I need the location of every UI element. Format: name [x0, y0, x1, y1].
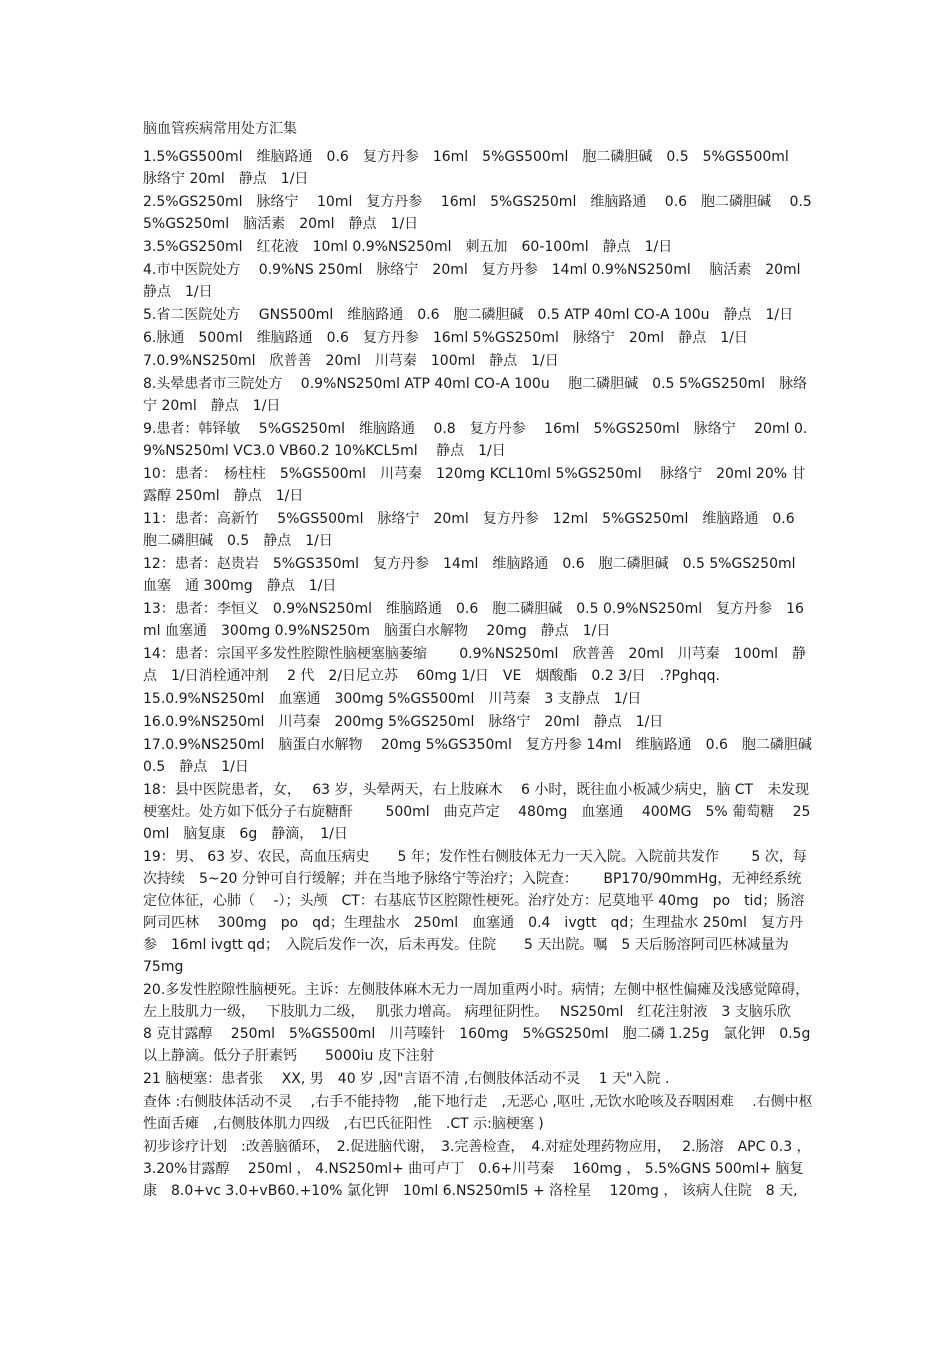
case-paragraph: 查体 :右侧肢体活动不灵 ,右手不能持物 ,能下地行走 ,无恶心 ,呕吐 ,无饮水呛咳及吞咽困难 .右侧中枢性面舌瘫 ,右侧肢体肌力四级 ,右巴氏征阳性 .CT 示:脑梗塞 ) [143, 1094, 813, 1132]
prescription-paragraph: 10：患者： 杨柱柱 5%GS500ml 川芎秦 120mg KCL10ml 5%GS250ml 脉络宁 20ml 20% 甘露醇 250ml 静点 1/日 [143, 466, 806, 504]
case-paragraph: 初步诊疗计划 :改善脑循环， 2.促进脑代谢， 3.完善检查， 4.对症处理药物应用， 2.肠溶 APC 0.3 ， 3.20%甘露醇 250ml ， 4.NS250ml+ 曲可卢丁 0.6+川芎秦 160mg ， 5.5%GNS 500ml+ 脑复康 8.0+vc 3.0+vB60.+10% 氯化钾 10ml 6.NS250ml5 + 洛栓星 120mg ， 该病人住院 8 天, [143, 1139, 816, 1199]
prescription-paragraph: 1.5%GS500ml 维脑路通 0.6 复方丹参 16ml 5%GS500ml 胞二磷胆碱 0.5 5%GS500ml 脉络宁 20ml 静点 1/日 [143, 149, 803, 187]
case-paragraph: 19：男、 63 岁、农民，高血压病史 5 年；发作性右侧肢体无力一天入院。入院前共发作 5 次，每次持续 5~20 分钟可自行缓解；并在当地予脉络宁等治疗；入院查： BP170/90mmHg，无神经系统定位体征，心肺（ -）；头颅 CT：右基底节区腔隙性梗死。治疗处方：尼莫地平 40mg po tid；肠溶阿司匹林 300mg po qd；生理盐水 250ml 血塞通 0.4 ivgtt qd；生理盐水 250ml 复方丹参 16ml ivgtt qd； 入院后发作一次，后未再发。住院 5 天出院。嘱 5 天后肠溶阿司匹林减量为 75mg [143, 849, 808, 975]
prescription-paragraph: 8.头晕患者市三院处方 0.9%NS250ml ATP 40ml CO-A 100u 胞二磷胆碱 0.5 5%GS250ml 脉络宁 20ml 静点 1/日 [143, 376, 808, 414]
prescription-paragraph: 6.脉通 500ml 维脑路通 0.6 复方丹参 16ml 5%GS250ml 脉络宁 20ml 静点 1/日 [143, 330, 748, 346]
document-page [143, 118, 825, 1203]
prescription-paragraph: 4.市中医院处方 0.9%NS 250ml 脉络宁 20ml 复方丹参 14ml 0.9%NS250ml 脑活素 20ml 静点 1/日 [143, 262, 815, 300]
prescription-paragraph: 13：患者：李恒义 0.9%NS250ml 维脑路通 0.6 胞二磷胆碱 0.5 0.9%NS250ml 复方丹参 16ml 血塞通 300mg 0.9%NS250m 脑蛋白水解物 20mg 静点 1/日 [143, 601, 804, 639]
prescription-paragraph: 11：患者：高新竹 5%GS500ml 脉络宁 20ml 复方丹参 12ml 5%GS250ml 维脑路通 0.6 胞二磷胆碱 0.5 静点 1/日 [143, 511, 809, 549]
prescription-paragraph: 3.5%GS250ml 红花液 10ml 0.9%NS250ml 刺五加 60-100ml 静点 1/日 [143, 239, 673, 255]
prescription-paragraph: 14：患者：宗国平多发性腔隙性脑梗塞脑萎缩 0.9%NS250ml 欣普善 20ml 川芎秦 100ml 静点 1/日消栓通冲剂 2 代 2/日尼立苏 60mg 1/日 VE 烟酸酯 0.2 3/日 .?Pghqq. [143, 646, 807, 684]
prescription-paragraph: 5.省二医院处方 GNS500ml 维脑路通 0.6 胞二磷胆碱 0.5 ATP 40ml CO-A 100u 静点 1/日 [143, 307, 794, 323]
prescription-paragraph: 12：患者：赵贵岩 5%GS350ml 复方丹参 14ml 维脑路通 0.6 胞二磷胆碱 0.5 5%GS250ml 血塞 通 300mg 静点 1/日 [143, 556, 810, 594]
case-paragraph: 20.多发性腔隙性脑梗死。主诉：左侧肢体麻木无力一周加重两小时。病情；左侧中枢性偏瘫及浅感觉障碍， 左上肢肌力一级， 下肢肌力二级， 肌张力增高。 病理征阴性。 NS250ml 红花注射液 3 支脑乐欣 8 克甘露醇 250ml 5%GS500ml 川芎嗪针 160mg 5%GS250ml 胞二磷 1.25g 氯化钾 0.5g 以上静滴。低分子肝素钙 5000iu 皮下注射 [143, 982, 825, 1064]
case-paragraph: 18：县中医院患者，女， 63 岁，头晕两天，右上肢麻木 6 小时，既往血小板减少病史，脑 CT 未发现梗塞灶。处方如下低分子右旋糖酐 500ml 曲克芦定 480mg 血塞通 400MG 5% 葡萄糖 250ml 脑复康 6g 静滴， 1/日 [143, 782, 811, 842]
prescription-paragraph: 2.5%GS250ml 脉络宁 10ml 复方丹参 16ml 5%GS250ml 维脑路通 0.6 胞二磷胆碱 0.5 5%GS250ml 脑活素 20ml 静点 1/日 [143, 194, 817, 232]
prescription-paragraph: 15.0.9%NS250ml 血塞通 300mg 5%GS500ml 川芎秦 3 支静点 1/日 [143, 691, 642, 707]
prescription-paragraph: 7.0.9%NS250ml 欣普善 20ml 川芎秦 100ml 静点 1/日 [143, 353, 559, 369]
prescription-paragraph: 16.0.9%NS250ml 川芎秦 200mg 5%GS250ml 脉络宁 20ml 静点 1/日 [143, 714, 664, 730]
prescription-paragraph: 17.0.9%NS250ml 脑蛋白水解物 20mg 5%GS350ml 复方丹参 14ml 维脑路通 0.6 胞二磷胆碱 0.5 静点 1/日 [143, 737, 817, 775]
case-paragraph: 21 脑梗塞：患者张 XX, 男 40 岁 ,因"言语不清 ,右侧肢体活动不灵 1 天"入院 . [143, 1071, 670, 1087]
document-title: 脑血管疾病常用处方汇集 [143, 121, 297, 137]
prescription-paragraph: 9.患者：韩铎敏 5%GS250ml 维脑路通 0.8 复方丹参 16ml 5%GS250ml 脉络宁 20ml 0.9%NS250ml VC3.0 VB60.2 10%KCL5ml 静点 1/日 [143, 421, 808, 459]
